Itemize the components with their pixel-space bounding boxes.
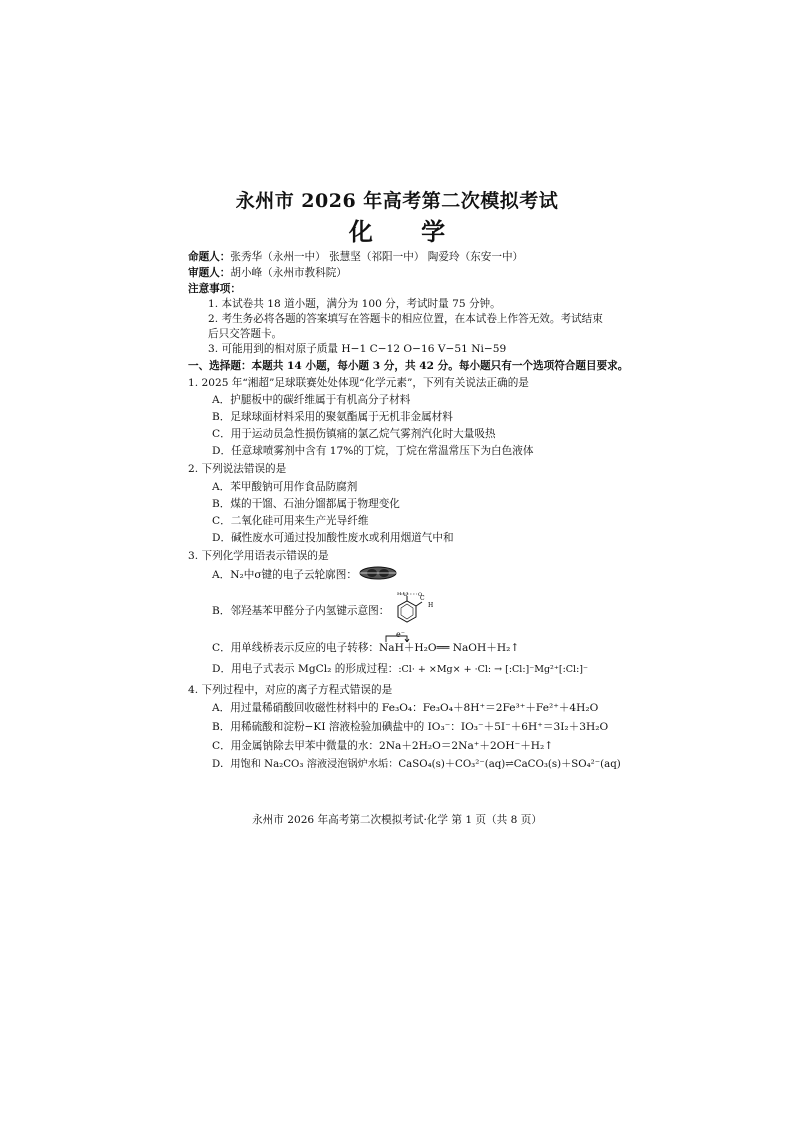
q2-option-c: C．二氧化硅可用来生产光导纤维 — [212, 515, 369, 527]
sigma-orbital-image — [358, 565, 398, 581]
q2-option-d: D．碱性废水可通过投加酸性废水或利用烟道气中和 — [212, 532, 454, 544]
subject-title: 化 学 — [348, 217, 466, 246]
q3-option-c-text: C．用单线桥表示反应的电子转移： — [212, 642, 380, 654]
section-heading: 一、选择题：本题共 14 小题，每小题 3 分，共 42 分。每小题只有一个选项符合题目要求。 — [188, 360, 629, 372]
svg-text:O: O — [403, 592, 408, 598]
q4-option-c: C．用金属钠除去甲苯中微量的水：2Na＋2H₂O＝2Na⁺＋2OH⁻＋H₂↑ — [212, 740, 554, 752]
hydrogen-bond-structure-image — [388, 592, 438, 628]
q3-option-a: A．N₂中σ键的电子云轮廓图： — [212, 569, 357, 581]
q4-option-b: B．用稀硫酸和淀粉−KI 溶液检验加碘盐中的 IO₃⁻：IO₃⁻＋5I⁻＋6H⁺＝3I₂＋3H₂O — [212, 721, 609, 733]
q3-option-d-formula: :Cl· + ×Mg× + ·Cl: → [:Cl:]⁻Mg²⁺[:Cl:]⁻ — [398, 664, 589, 675]
svg-text:O: O — [418, 592, 423, 598]
note-item-2: 2. 考生务必将各题的答案填写在答题卡的相应位置，在本试卷上作答无效。考试结束 — [208, 313, 603, 325]
q3-option-c — [212, 641, 519, 655]
q1-option-b: B．足球球面材料采用的聚氨酯属于无机非金属材料 — [212, 411, 453, 423]
notes-heading: 注意事项： — [188, 283, 241, 295]
q1-option-c: C．用于运动员急性损伤镇痛的氯乙烷气雾剂汽化时大量吸热 — [212, 428, 496, 440]
note-item-2-cont: 后只交答题卡。 — [208, 328, 283, 340]
proposers-names: 张秀华（永州一中） 张慧坚（祁阳一中） 陶爱玲（东安一中） — [230, 251, 524, 263]
q3-stem: 3. 下列化学用语表示错误的是 — [188, 550, 329, 562]
q1-stem: 1. 2025 年“湘超”足球联赛处处体现“化学元素”，下列有关说法正确的是 — [188, 377, 529, 389]
note-item-1: 1. 本试卷共 18 道小题，满分为 100 分，考试时量 75 分钟。 — [208, 298, 501, 310]
single-bridge-arrow-icon — [383, 632, 411, 642]
q2-option-b: B．煤的干馏、石油分馏都属于物理变化 — [212, 498, 400, 510]
reviewer-label: 审题人： — [188, 267, 231, 279]
page-footer: 永州市 2026 年高考第二次模拟考试·化学 第 1 页（共 8 页） — [252, 814, 542, 826]
electron-transfer-label: e⁻ — [396, 630, 405, 639]
q4-option-a: A．用过量稀硝酸回收磁性材料中的 Fe₃O₄：Fe₃O₄＋8H⁺＝2Fe³⁺＋Fe²⁺＋4H₂O — [212, 702, 599, 714]
q3-option-d-text: D．用电子式表示 MgCl₂ 的形成过程： — [212, 663, 399, 675]
note-item-3: 3. 可能用到的相对原子质量 H−1 C−12 O−16 V−51 Ni−59 — [208, 343, 507, 355]
exam-title: 永州市 2026 年高考第二次模拟考试 — [235, 190, 559, 212]
q3-option-d — [212, 662, 588, 677]
svg-text:H: H — [397, 592, 402, 597]
svg-text:H: H — [428, 602, 434, 609]
proposers-line — [188, 250, 523, 264]
q3-option-c-formula: NaH＋H₂O══ NaOH＋H₂↑ — [379, 642, 520, 654]
svg-text:C: C — [420, 595, 425, 602]
proposers-label: 命题人： — [188, 251, 231, 263]
q2-stem: 2. 下列说法错误的是 — [188, 463, 287, 475]
reviewer-name: 胡小峰（永州市教科院） — [230, 267, 347, 279]
q1-option-a: A．护腿板中的碳纤维属于有机高分子材料 — [212, 394, 411, 406]
q2-option-a: A．苯甲酸钠可用作食品防腐剂 — [212, 481, 358, 493]
q4-option-d: D．用饱和 Na₂CO₃ 溶液浸泡锅炉水垢：CaSO₄(s)＋CO₃²⁻(aq)⇌CaCO₃(s)＋SO₄²⁻(aq) — [212, 759, 621, 770]
q3-option-b: B．邻羟基苯甲醛分子内氢键示意图： — [212, 605, 390, 617]
reviewer-line — [188, 266, 347, 280]
q4-stem: 4. 下列过程中，对应的离子方程式错误的是 — [188, 684, 393, 696]
q1-option-d: D．任意球喷雾剂中含有 17%的丁烷，丁烷在常温常压下为白色液体 — [212, 445, 534, 457]
